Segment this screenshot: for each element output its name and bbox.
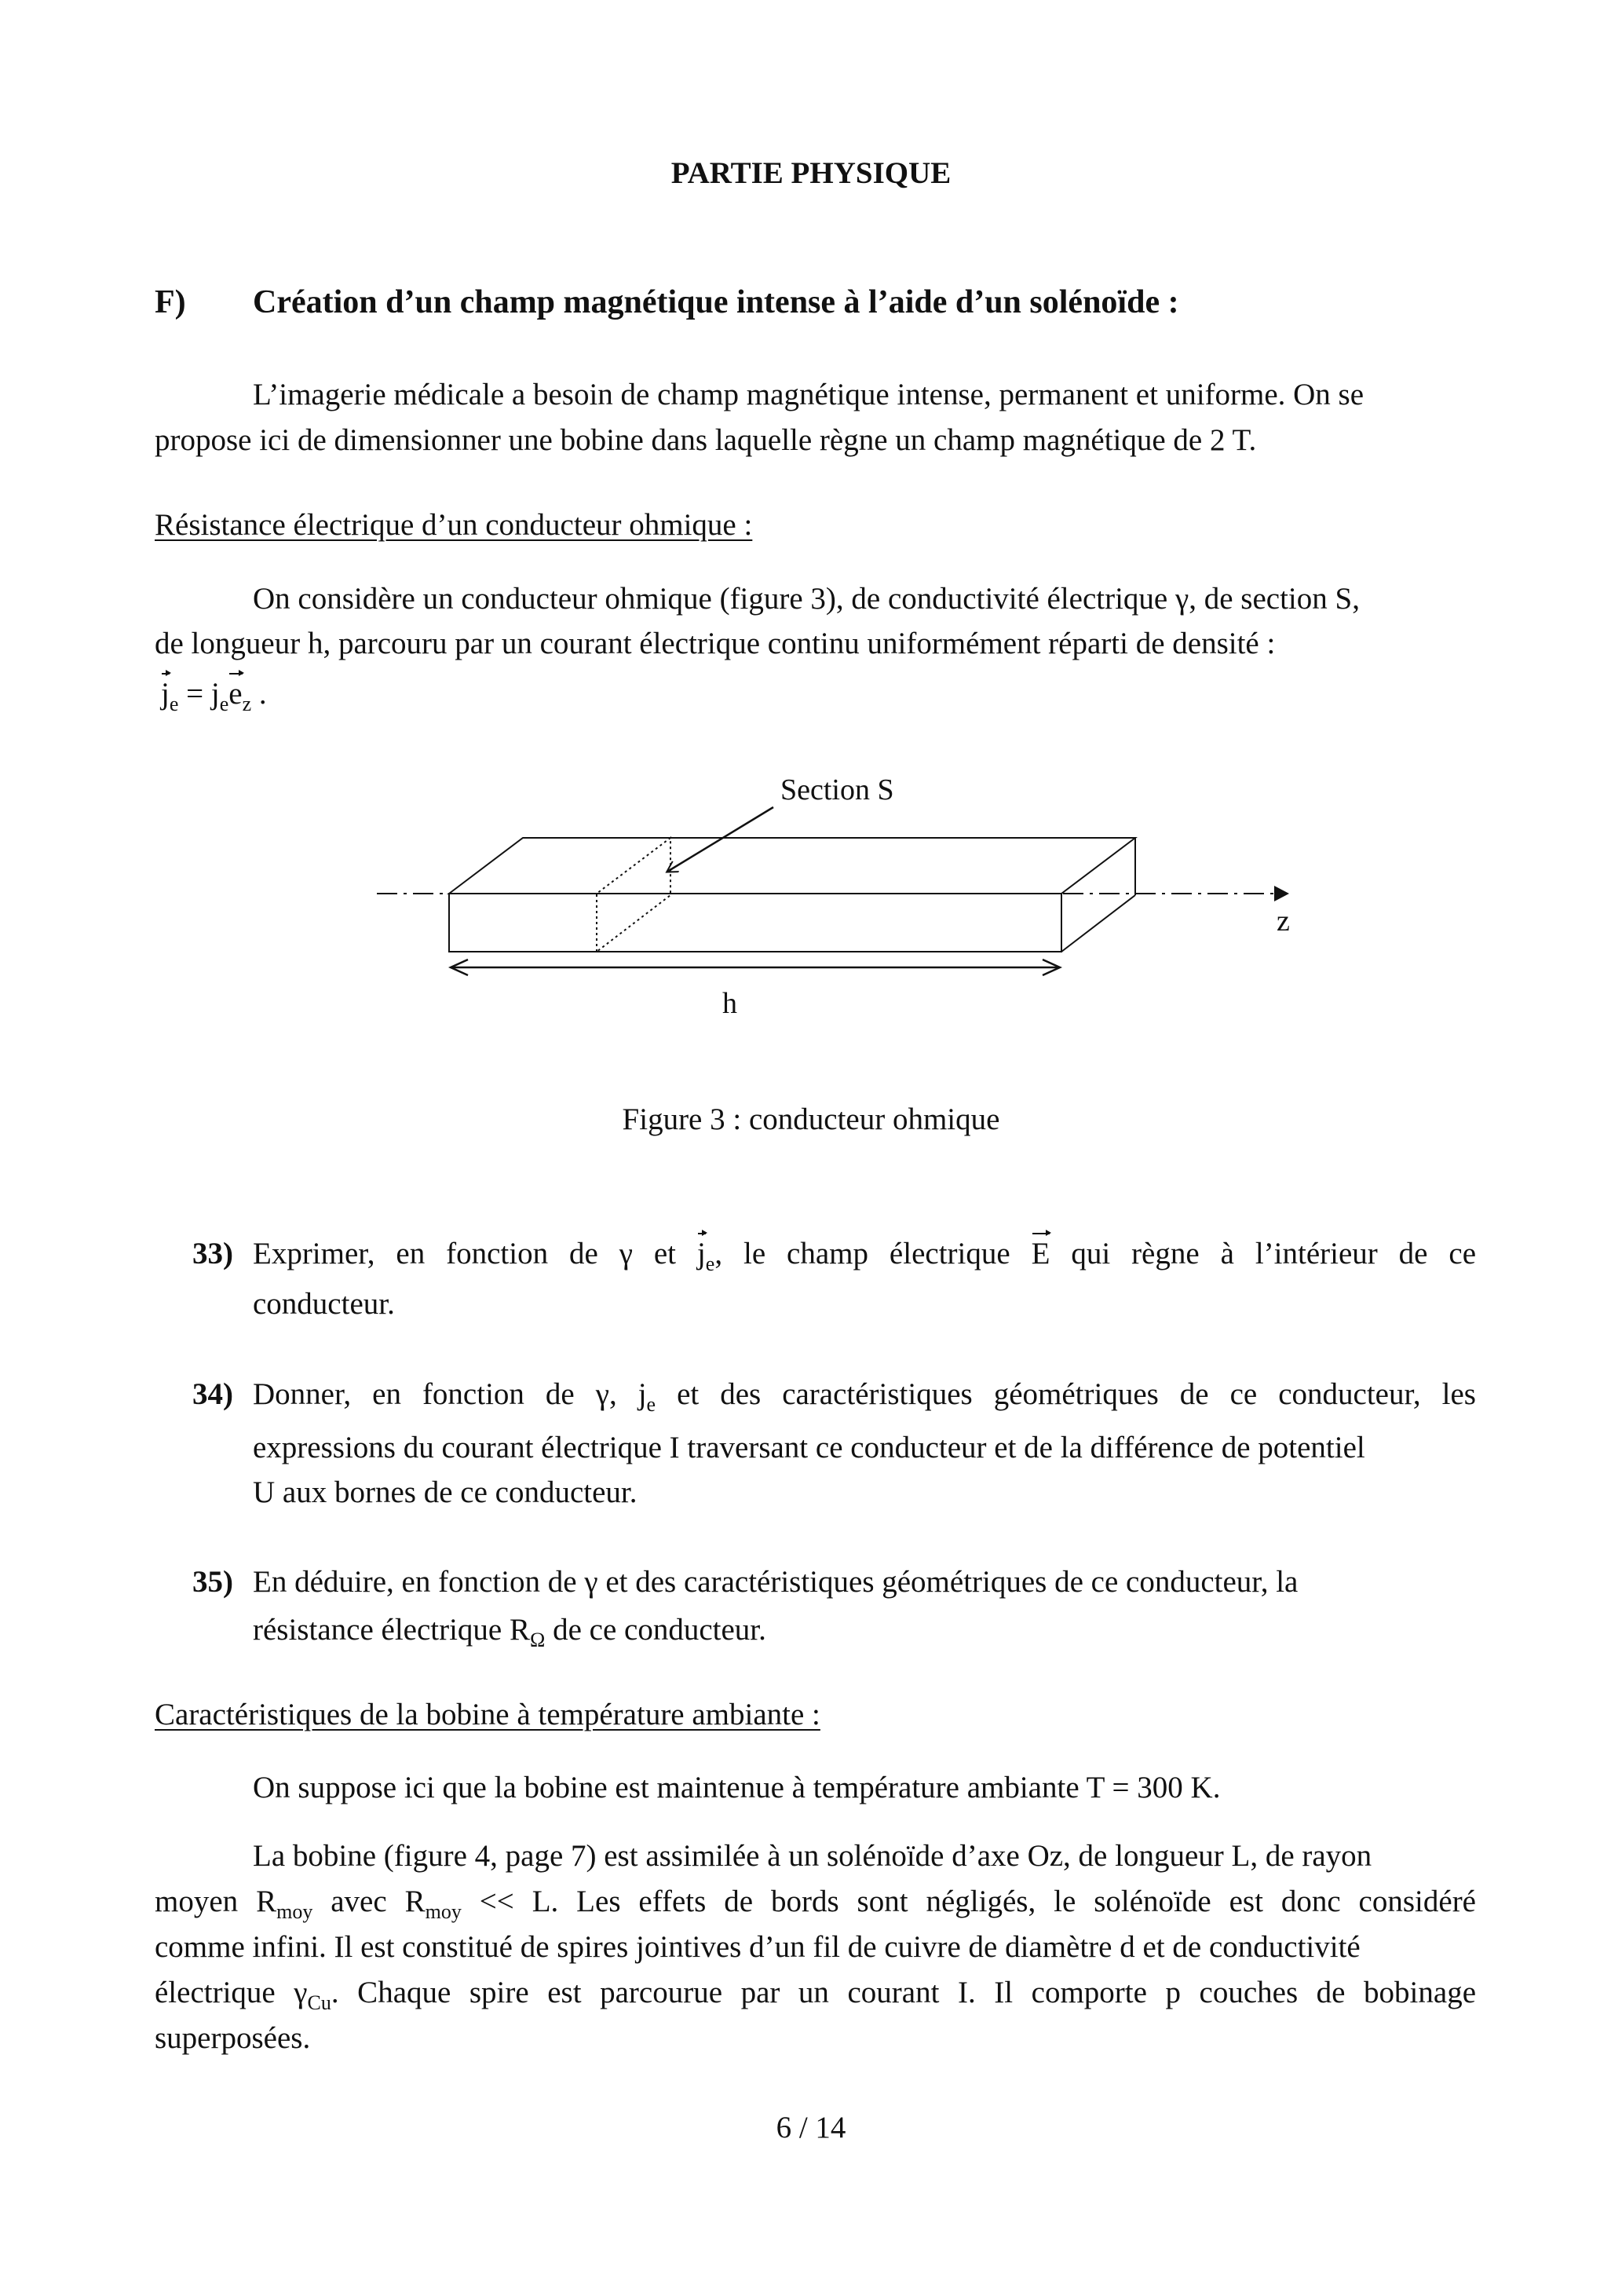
q33-subscript-e: e [705,1252,715,1275]
bobine-subscript-cu: Cu [307,1991,331,2014]
section-label: F) [155,284,186,320]
section-s-arrow [667,807,773,872]
z-axis-label: z [1277,905,1290,938]
resistance-line-2: de longueur h, parcouru par un courant électrique continu uniformément réparti de densité : [155,627,1276,660]
q34-text-a: Donner, en fonction de γ, [253,1377,638,1411]
bobine-heading: Caractéristiques de la bobine à température ambiante : [155,1698,820,1731]
resistance-heading: Résistance électrique d’un conducteur ohmique : [155,508,753,542]
bobine-paragraph-2-line-5: superposées. [155,2021,311,2055]
bobine-paragraph-2-line-2 [155,1879,1476,1925]
q34-text-b: et des caractéristiques géométriques de ce conducteur, les [656,1377,1476,1411]
section-title: Création d’un champ magnétique intense à l’aide d’un solénoïde : [253,284,1179,320]
q33-text-a: Exprimer, en fonction de γ et [253,1237,697,1270]
bobine-paragraph-2-line-4 [155,1970,1476,2016]
question-35-number: 35) [192,1565,233,1599]
question-33-line-1 [253,1231,1476,1277]
bobine-paragraph-2-line-1: La bobine (figure 4, page 7) est assimilée à un solénoïde d’axe Oz, de longueur L, de rayon [253,1839,1372,1873]
question-35-line-2 [253,1607,766,1653]
vector-e: e [228,671,242,717]
q34-subscript-e: e [646,1392,656,1416]
bobine-text-spire: . Chaque spire est parcourue par un courant I. Il comporte p couches de bobinage [331,1976,1477,2009]
question-34-number: 34) [192,1377,233,1411]
figure-3-caption: Figure 3 : conducteur ohmique [622,1102,1000,1136]
q33-vector-E: E [1032,1231,1050,1277]
question-34-line-1 [253,1372,1476,1417]
q35-text-b: de ce conducteur. [545,1613,766,1647]
equation-end: . [251,677,267,711]
bobine-subscript-moy-1: moy [276,1899,313,1923]
subscript-e: e [169,692,179,715]
resistance-line-1: On considère un conducteur ohmique (figure 3), de conductivité électrique γ, de section S, [253,582,1360,616]
intro-line-1: L’imagerie médicale a besoin de champ magnétique intense, permanent et uniforme. On se [253,378,1364,411]
z-axis-arrowhead [1274,886,1289,901]
q33-text-c: qui règne à l’intérieur de ce [1050,1237,1477,1270]
q34-j: j [637,1377,647,1411]
equation-middle: = j [178,677,220,711]
bobine-text-effets: << L. Les effets de bords sont négligés, le solénoïde est donc considéré [461,1885,1476,1918]
question-33-number: 33) [192,1237,233,1270]
q35-text-a: résistance électrique R [253,1613,530,1647]
conductor-bottom-right-edge [1061,895,1135,952]
intro-line-2: propose ici de dimensionner une bobine dans laquelle règne un champ magnétique de 2 T. [155,423,1257,457]
bobine-paragraph-2-line-3: comme infini. Il est constitué de spires jointives d’un fil de cuivre de diamètre d et de conductivité [155,1930,1361,1964]
section-s-label: Section S [780,773,894,806]
subscript-z: z [242,692,252,715]
bobine-text-electrique: électrique γ [155,1976,308,2009]
bobine-paragraph-1: On suppose ici que la bobine est maintenue à température ambiante T = 300 K. [253,1771,1221,1804]
q35-subscript-omega: Ω [530,1628,546,1651]
figure-3-diagram [361,754,1303,1052]
section-s-outline [597,838,670,952]
length-h-label: h [722,987,737,1020]
q33-vector-j: j [697,1231,706,1277]
subscript-e-2: e [219,692,229,715]
page-header-title: PARTIE PHYSIQUE [670,156,952,190]
question-33-line-2: conducteur. [253,1287,395,1321]
conductor-top-face [449,838,1135,894]
question-35-line-1: En déduire, en fonction de γ et des caractéristiques géométriques de ce conducteur, la [253,1565,1299,1599]
conductor-front-face [449,894,1061,952]
question-34-line-2: expressions du courant électrique I traversant ce conducteur et de la différence de potentiel [253,1431,1365,1464]
vector-j: j [161,671,170,717]
question-34-line-3: U aux bornes de ce conducteur. [253,1475,637,1509]
bobine-subscript-moy-2: moy [425,1899,462,1923]
current-density-equation [161,671,267,717]
page-number: 6 / 14 [776,2111,846,2144]
q33-text-b: , le champ électrique [714,1237,1032,1270]
bobine-text-avec: avec R [312,1885,426,1918]
bobine-text-moyen: moyen R [155,1885,277,1918]
